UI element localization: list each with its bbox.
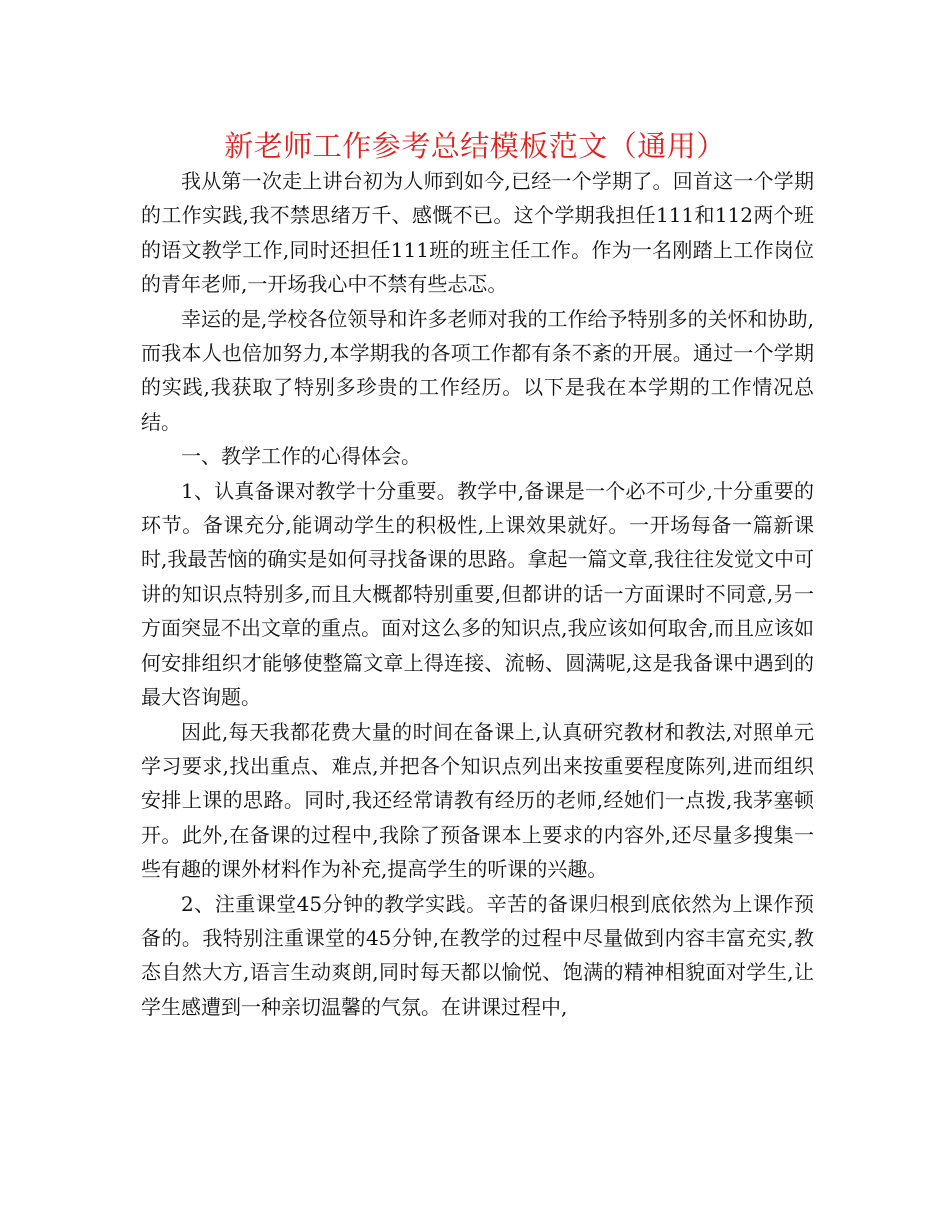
section-heading-teaching: 一、教学工作的心得体会。: [181, 444, 421, 469]
document-body: [141, 164, 814, 1024]
paragraph-classroom-practice: 2、注重课堂45分钟的教学实践。辛苦的备课归根到底依然为上课作预备的。我特别注重课堂的45分钟,在教学的过程中尽量做到内容丰富充实,教态自然大方,语言生动爽朗,同时每天都以愉悦、饱满的精神相貌面对学生,让学生感遭到一种亲切温馨的气氛。在讲课过程中,: [141, 891, 814, 1019]
paragraph-lesson-prep: 1、认真备课对教学十分重要。教学中,备课是一个必不可少,十分重要的环节。备课充分,能调动学生的积极性,上课效果就好。一开场每备一篇新课时,我最苦恼的确实是如何寻找备课的思路。拿起一篇文章,我往往发觉文中可讲的知识点特别多,而且大概都特别重要,但都讲的话一方面课时不同意,另一方面突显不出文章的重点。面对这么多的知识点,我应该如何取舍,而且应该如何安排组织才能够使整篇文章上得连接、流畅、圆满呢,这是我备课中遇到的最大咨询题。: [141, 478, 814, 710]
paragraph-lesson-prep-detail: 因此,每天我都花费大量的时间在备课上,认真研究教材和教法,对照单元学习要求,找出重点、难点,并把各个知识点列出来按重要程度陈列,进而组织安排上课的思路。同时,我还经常请教有经历的老师,经她们一点拨,我茅塞顿开。此外,在备课的过程中,我除了预备课本上要求的内容外,还尽量多搜集一些有趣的课外材料作为补充,提高学生的听课的兴趣。: [141, 719, 814, 882]
paragraph-thanks: 幸运的是,学校各位领导和许多老师对我的工作给予特别多的关怀和协助,而我本人也倍加努力,本学期我的各项工作都有条不紊的开展。通过一个学期的实践,我获取了特别多珍贵的工作经历。以下是我在本学期的工作情况总结。: [141, 306, 814, 434]
paragraph-intro: 我从第一次走上讲台初为人师到如今,已经一个学期了。回首这一个学期的工作实践,我不禁思绪万千、感慨不已。这个学期我担任111和112两个班的语文教学工作,同时还担任111班的班主任工作。作为一名刚踏上工作岗位的青年老师,一开场我心中不禁有些忐忑。: [141, 169, 814, 297]
document-title: 新老师工作参考总结模板范文（通用）: [224, 129, 726, 163]
